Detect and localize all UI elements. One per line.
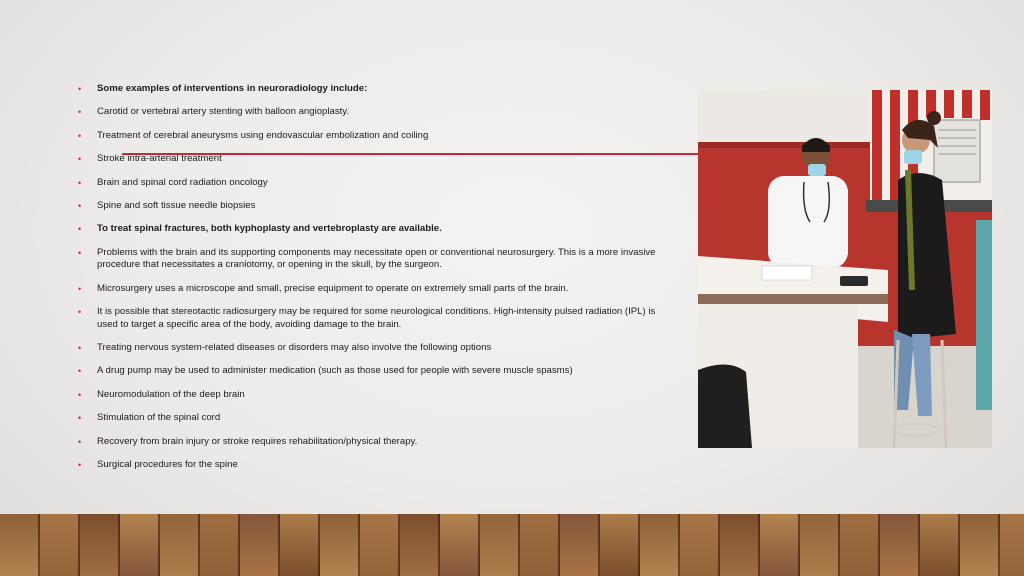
bullet-text: Brain and spinal cord radiation oncology	[97, 176, 268, 188]
bullet-marker: •	[78, 283, 82, 294]
bullet-marker: •	[78, 366, 82, 377]
bullet-marker: •	[78, 436, 82, 447]
bullet-marker: •	[78, 343, 82, 354]
bullet-item	[78, 106, 678, 119]
bullet-text: Surgical procedures for the spine	[97, 459, 238, 471]
bullet-list	[78, 83, 678, 472]
bullet-text: Problems with the brain and its supporting components may necessitate open or conventional neurosurgery. This is a more invasive procedure that necessitates a craniotomy, or opening in the skull, by the surgeon.	[97, 246, 656, 271]
bullet-item	[78, 412, 678, 425]
bullet-item	[78, 283, 678, 296]
bullet-item	[78, 200, 678, 213]
floor-board	[320, 514, 360, 576]
floor-board	[520, 514, 560, 576]
floor-board	[600, 514, 640, 576]
floor-board	[280, 514, 320, 576]
bullet-marker: •	[78, 177, 82, 188]
bullet-marker: •	[78, 247, 82, 258]
bullet-text: Some examples of interventions in neuroradiology include:	[97, 83, 368, 94]
floor-board	[880, 514, 920, 576]
bullet-item	[78, 365, 678, 378]
floor-board	[80, 514, 120, 576]
bullet-item	[78, 436, 678, 449]
doctor-patient-photo	[698, 90, 992, 448]
bullet-marker: •	[78, 200, 82, 211]
floor-board	[0, 514, 40, 576]
floor-board	[800, 514, 840, 576]
bullet-marker: •	[78, 460, 82, 471]
bullet-marker: •	[78, 154, 82, 165]
floor-board	[160, 514, 200, 576]
bullet-item	[78, 130, 678, 143]
bullet-marker: •	[78, 389, 82, 400]
floor-board	[400, 514, 440, 576]
floor-board	[1000, 514, 1024, 576]
bullet-text: Neuromodulation of the deep brain	[97, 388, 245, 400]
floor-board	[560, 514, 600, 576]
floor-board	[200, 514, 240, 576]
bullet-item	[78, 247, 678, 272]
floor-board	[120, 514, 160, 576]
bullet-text: Spine and soft tissue needle biopsies	[97, 199, 256, 211]
floor-board	[720, 514, 760, 576]
bullet-item	[78, 342, 678, 355]
bullet-text: Carotid or vertebral artery stenting with balloon angioplasty.	[97, 106, 350, 118]
bullet-text: Recovery from brain injury or stroke requires rehabilitation/physical therapy.	[97, 435, 418, 447]
bullet-marker: •	[78, 107, 82, 118]
bullet-marker: •	[78, 84, 82, 94]
bullet-marker: •	[78, 413, 82, 424]
bullet-text: Treating nervous system-related diseases or disorders may also involve the following options	[97, 342, 492, 354]
floor-board	[920, 514, 960, 576]
floor-board	[440, 514, 480, 576]
wood-floor	[0, 514, 1024, 576]
bullet-marker: •	[78, 224, 82, 235]
floor-board	[680, 514, 720, 576]
floor-board	[760, 514, 800, 576]
bullet-text: Treatment of cerebral aneurysms using endovascular embolization and coiling	[97, 129, 429, 141]
bullet-text: A drug pump may be used to administer medication (such as those used for people with severe muscle spasms)	[97, 365, 573, 377]
bullet-item	[78, 306, 678, 331]
bullet-item	[78, 83, 678, 96]
bullet-marker: •	[78, 307, 82, 318]
floor-board	[360, 514, 400, 576]
bullet-text: Stroke intra-arterial treatment	[97, 153, 222, 165]
floor-board	[40, 514, 80, 576]
bullet-item	[78, 389, 678, 402]
bullet-text: Stimulation of the spinal cord	[97, 412, 221, 424]
bullet-item	[78, 459, 678, 472]
bullet-text: To treat spinal fractures, both kyphoplasty and vertebroplasty are available.	[97, 223, 442, 235]
bullet-item	[78, 177, 678, 190]
floor-board	[840, 514, 880, 576]
bullet-marker: •	[78, 130, 82, 141]
floor-board	[960, 514, 1000, 576]
bullet-text: It is possible that stereotactic radiosurgery may be required for some neurological conditions. High-intensity pulsed radiation (IPL) is used to target a specific area of the body, avoiding damage to the brain.	[97, 306, 656, 330]
floor-board	[640, 514, 680, 576]
bullet-text: Microsurgery uses a microscope and small, precise equipment to operate on extremely small parts of the brain.	[97, 282, 569, 294]
bullet-item	[78, 153, 678, 166]
floor-board	[240, 514, 280, 576]
floor-board	[480, 514, 520, 576]
bullet-item	[78, 223, 678, 236]
